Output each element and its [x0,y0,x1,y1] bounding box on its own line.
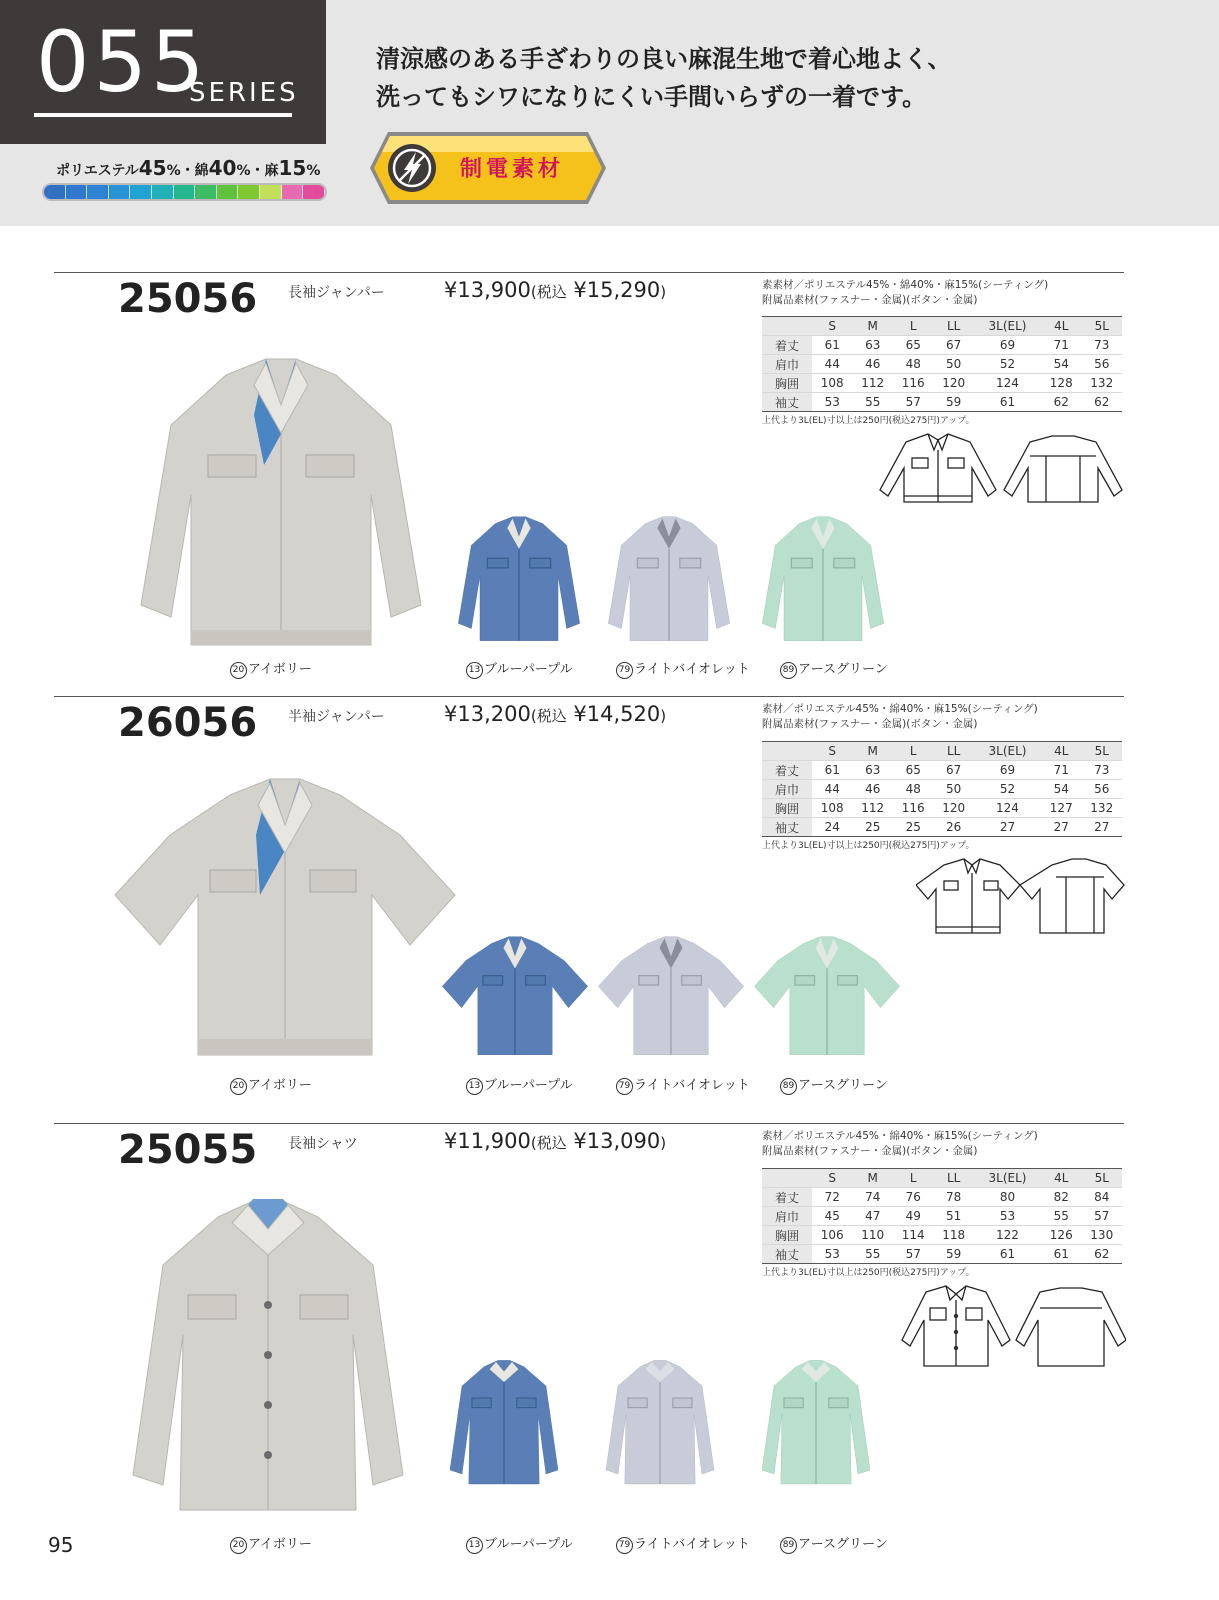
size-note: 上代より3L(EL)寸以上は250円(税込275円)アップ。 [762,416,975,426]
cell: 25 [893,818,933,837]
section-divider [54,272,1124,273]
color-number: 89 [780,1537,797,1554]
color-name: アイボリー [248,662,312,677]
table-row [762,780,1122,799]
cell: 57 [893,1245,933,1264]
cell: 61 [812,761,852,780]
color-name: ライトバイオレット [634,1537,750,1552]
cell: 63 [852,336,892,355]
color-number: 79 [616,1078,633,1095]
size-col: M [852,317,892,336]
color-caption [616,658,750,679]
size-col: M [852,742,892,761]
cell: 50 [933,780,973,799]
cell: 130 [1082,1226,1123,1245]
cell: 44 [812,355,852,374]
cell: 53 [812,1245,852,1264]
accessory: 附属品素材(ファスナー・金属)(ボタン・金属) [762,294,978,306]
color-caption [780,1074,888,1095]
row-label: 袖丈 [762,818,812,837]
color-number: 20 [230,1537,247,1554]
cell: 73 [1082,336,1123,355]
size-col: L [893,1169,933,1188]
cell: 57 [1082,1207,1123,1226]
product-price: ¥11,900(税込 ¥13,090) [444,1129,667,1153]
cell: 132 [1082,799,1123,818]
product-name: 半袖ジャンパー [288,709,385,725]
size-col: 3L(EL) [974,742,1041,761]
table-row [762,1245,1122,1264]
cell: 27 [974,818,1041,837]
cell: 61 [974,393,1041,412]
jacket-line-drawing [876,430,1126,514]
cell: 67 [933,761,973,780]
product-photo-blue [440,935,590,1059]
accessory: 附属品素材(ファスナー・金属)(ボタン・金属) [762,1145,978,1157]
size-table [762,316,1122,412]
cell: 53 [812,393,852,412]
cell: 53 [974,1207,1041,1226]
size-col: 5L [1082,742,1123,761]
row-label: 肩巾 [762,1207,812,1226]
cell: 25 [852,818,892,837]
cell: 26 [933,818,973,837]
table-row [762,336,1122,355]
color-name: ブルーパープル [484,1537,573,1552]
fabric-poly-label: ポリエステル [56,163,139,179]
product-photo-main [128,1195,408,1515]
size-col: M [852,1169,892,1188]
product-photo-violet [606,515,732,645]
cell: 65 [893,761,933,780]
cell: 128 [1041,374,1081,393]
row-label: 着丈 [762,336,812,355]
cell: 114 [893,1226,933,1245]
cell: 76 [893,1188,933,1207]
tax-price: ¥15,290 [573,278,661,302]
cell: 71 [1041,336,1081,355]
product-photo-green [760,515,886,645]
cell: 69 [974,761,1041,780]
row-label: 袖丈 [762,393,812,412]
tax-label: 税込 [536,707,567,725]
size-col: 4L [1041,1169,1081,1188]
color-caption [780,658,888,679]
cell: 48 [893,355,933,374]
cell: 47 [852,1207,892,1226]
cell: 108 [812,799,852,818]
color-caption [616,1533,750,1554]
size-col: 3L(EL) [974,317,1041,336]
cell: 124 [974,374,1041,393]
cell: 24 [812,818,852,837]
cell: 122 [974,1226,1041,1245]
color-caption [230,658,312,679]
cell: 59 [933,1245,973,1264]
color-name: ブルーパープル [484,662,573,677]
color-name: アースグリーン [798,662,888,677]
color-number: 89 [780,1078,797,1095]
size-col: S [812,1169,852,1188]
cell: 82 [1041,1188,1081,1207]
series-underline [34,113,292,117]
size-col: S [812,742,852,761]
product-code: 26056 [118,700,258,746]
color-number: 79 [616,662,633,679]
color-number: 20 [230,1078,247,1095]
table-row [762,393,1122,412]
catch-copy [376,40,952,116]
catch-line-2: 洗ってもシワになりにくい手間いらずの一着です。 [376,83,927,111]
cell: 54 [1041,355,1081,374]
row-label: 胸囲 [762,374,812,393]
shirt-line-drawing [900,1282,1126,1368]
price-value: ¥11,900 [444,1129,531,1153]
product-photo-blue [456,515,582,645]
section-divider [54,696,1124,697]
material: 素素材／ポリエステル45%・綿40%・麻15%(シーティング) [762,279,1049,291]
size-col: L [893,742,933,761]
row-label: 肩巾 [762,355,812,374]
product-photo-green [760,1358,872,1486]
cell: 55 [852,393,892,412]
table-row [762,761,1122,780]
color-number: 13 [466,662,483,679]
cell: 132 [1082,374,1123,393]
size-note: 上代より3L(EL)寸以上は250円(税込275円)アップ。 [762,841,975,851]
fabric-cotton-pct: 40 [208,156,237,180]
cell: 55 [852,1245,892,1264]
table-row [762,355,1122,374]
pct-sign: % [236,163,251,179]
cell: 46 [852,355,892,374]
fabric-poly-pct: 45 [138,156,167,180]
series-number: 055 [36,13,209,111]
cell: 110 [852,1226,892,1245]
size-col: 4L [1041,317,1081,336]
color-caption [230,1074,312,1095]
price-value: ¥13,900 [444,278,531,302]
cell: 62 [1082,393,1123,412]
cell: 73 [1082,761,1123,780]
cell: 62 [1041,393,1081,412]
material-info [762,278,1048,308]
color-caption [616,1074,750,1095]
sep: ・ [250,163,265,179]
table-row [762,1207,1122,1226]
product-code: 25056 [118,276,258,322]
cell: 59 [933,393,973,412]
cell: 124 [974,799,1041,818]
cell: 45 [812,1207,852,1226]
accessory: 附属品素材(ファスナー・金属)(ボタン・金属) [762,718,978,730]
product-price: ¥13,900(税込 ¥15,290) [444,278,667,302]
short-sleeve-line-drawing [916,855,1126,939]
cell: 118 [933,1226,973,1245]
section-divider [54,1123,1124,1124]
cell: 126 [1041,1226,1081,1245]
material: 素材／ポリエステル45%・綿40%・麻15%(シーティング) [762,1130,1038,1142]
color-name: アイボリー [248,1078,312,1093]
row-label: 胸囲 [762,799,812,818]
cell: 116 [893,799,933,818]
cell: 48 [893,780,933,799]
cell: 72 [812,1188,852,1207]
cell: 61 [1041,1245,1081,1264]
cell: 108 [812,374,852,393]
color-caption [230,1533,312,1554]
cell: 56 [1082,355,1123,374]
size-table [762,1168,1122,1264]
color-number: 20 [230,662,247,679]
color-caption [466,1533,573,1554]
fabric-cotton-label: 綿 [194,163,209,179]
color-name: ライトバイオレット [634,662,750,677]
color-number: 13 [466,1078,483,1095]
cell: 57 [893,393,933,412]
cell: 80 [974,1188,1041,1207]
size-col: L [893,317,933,336]
cell: 62 [1082,1245,1123,1264]
cell: 116 [893,374,933,393]
color-name: ライトバイオレット [634,1078,750,1093]
cell: 78 [933,1188,973,1207]
cell: 56 [1082,780,1123,799]
cell: 50 [933,355,973,374]
tax-label: 税込 [536,283,567,301]
color-caption [466,658,573,679]
color-name: ブルーパープル [484,1078,573,1093]
series-word: SERIES [189,78,299,108]
cell: 112 [852,799,892,818]
badge-label: 制電素材 [460,157,565,182]
size-col: 4L [1041,742,1081,761]
row-label: 肩巾 [762,780,812,799]
tax-price: ¥14,520 [573,702,661,726]
product-code: 25055 [118,1127,258,1173]
material-info [762,1129,1038,1159]
fabric-ratio-bar [42,183,327,201]
fabric-linen-pct: 15 [278,156,307,180]
size-table [762,741,1122,837]
color-number: 13 [466,1537,483,1554]
product-name: 長袖ジャンパー [288,285,385,301]
price-value: ¥13,200 [444,702,531,726]
tax-label: 税込 [536,1134,567,1152]
fabric-linen-label: 麻 [264,163,279,179]
fabric-composition [56,156,320,180]
product-name: 長袖シャツ [288,1136,358,1152]
sep: ・ [180,163,195,179]
product-price: ¥13,200(税込 ¥14,520) [444,702,667,726]
cell: 63 [852,761,892,780]
page-number: 95 [48,1533,74,1557]
product-photo-main [136,355,426,655]
cell: 84 [1082,1188,1123,1207]
material: 素材／ポリエステル45%・綿40%・麻15%(シーティング) [762,703,1038,715]
tax-price: ¥13,090 [573,1129,661,1153]
size-col: LL [933,317,973,336]
size-col: 5L [1082,317,1123,336]
product-photo-violet [604,1358,716,1486]
catch-line-1: 清涼感のある手ざわりの良い麻混生地で着心地よく、 [376,45,952,73]
material-info [762,702,1038,732]
cell: 67 [933,336,973,355]
product-photo-main [110,775,460,1065]
table-row [762,1226,1122,1245]
cell: 71 [1041,761,1081,780]
cell: 74 [852,1188,892,1207]
cell: 44 [812,780,852,799]
size-col: LL [933,1169,973,1188]
color-caption [466,1074,573,1095]
cell: 55 [1041,1207,1081,1226]
cell: 52 [974,355,1041,374]
cell: 120 [933,374,973,393]
row-label: 袖丈 [762,1245,812,1264]
cell: 120 [933,799,973,818]
cell: 127 [1041,799,1081,818]
table-row [762,799,1122,818]
pct-sign: % [306,163,321,179]
table-row [762,374,1122,393]
cell: 52 [974,780,1041,799]
color-name: アースグリーン [798,1537,888,1552]
product-photo-green [752,935,902,1059]
size-col: LL [933,742,973,761]
row-label: 胸囲 [762,1226,812,1245]
size-col: 3L(EL) [974,1169,1041,1188]
cell: 49 [893,1207,933,1226]
size-note: 上代より3L(EL)寸以上は250円(税込275円)アップ。 [762,1268,975,1278]
pct-sign: % [166,163,181,179]
row-label: 着丈 [762,761,812,780]
cell: 65 [893,336,933,355]
cell: 51 [933,1207,973,1226]
product-photo-blue [448,1358,560,1486]
row-label: 着丈 [762,1188,812,1207]
cell: 27 [1082,818,1123,837]
table-row [762,818,1122,837]
cell: 61 [812,336,852,355]
cell: 46 [852,780,892,799]
size-col: 5L [1082,1169,1123,1188]
table-row [762,1188,1122,1207]
cell: 54 [1041,780,1081,799]
cell: 69 [974,336,1041,355]
color-caption [780,1533,888,1554]
cell: 106 [812,1226,852,1245]
cell: 61 [974,1245,1041,1264]
size-col: S [812,317,852,336]
color-number: 79 [616,1537,633,1554]
color-number: 89 [780,662,797,679]
color-name: アイボリー [248,1537,312,1552]
product-photo-violet [596,935,746,1059]
cell: 27 [1041,818,1081,837]
series-box [0,0,326,144]
cell: 112 [852,374,892,393]
color-name: アースグリーン [798,1078,888,1093]
